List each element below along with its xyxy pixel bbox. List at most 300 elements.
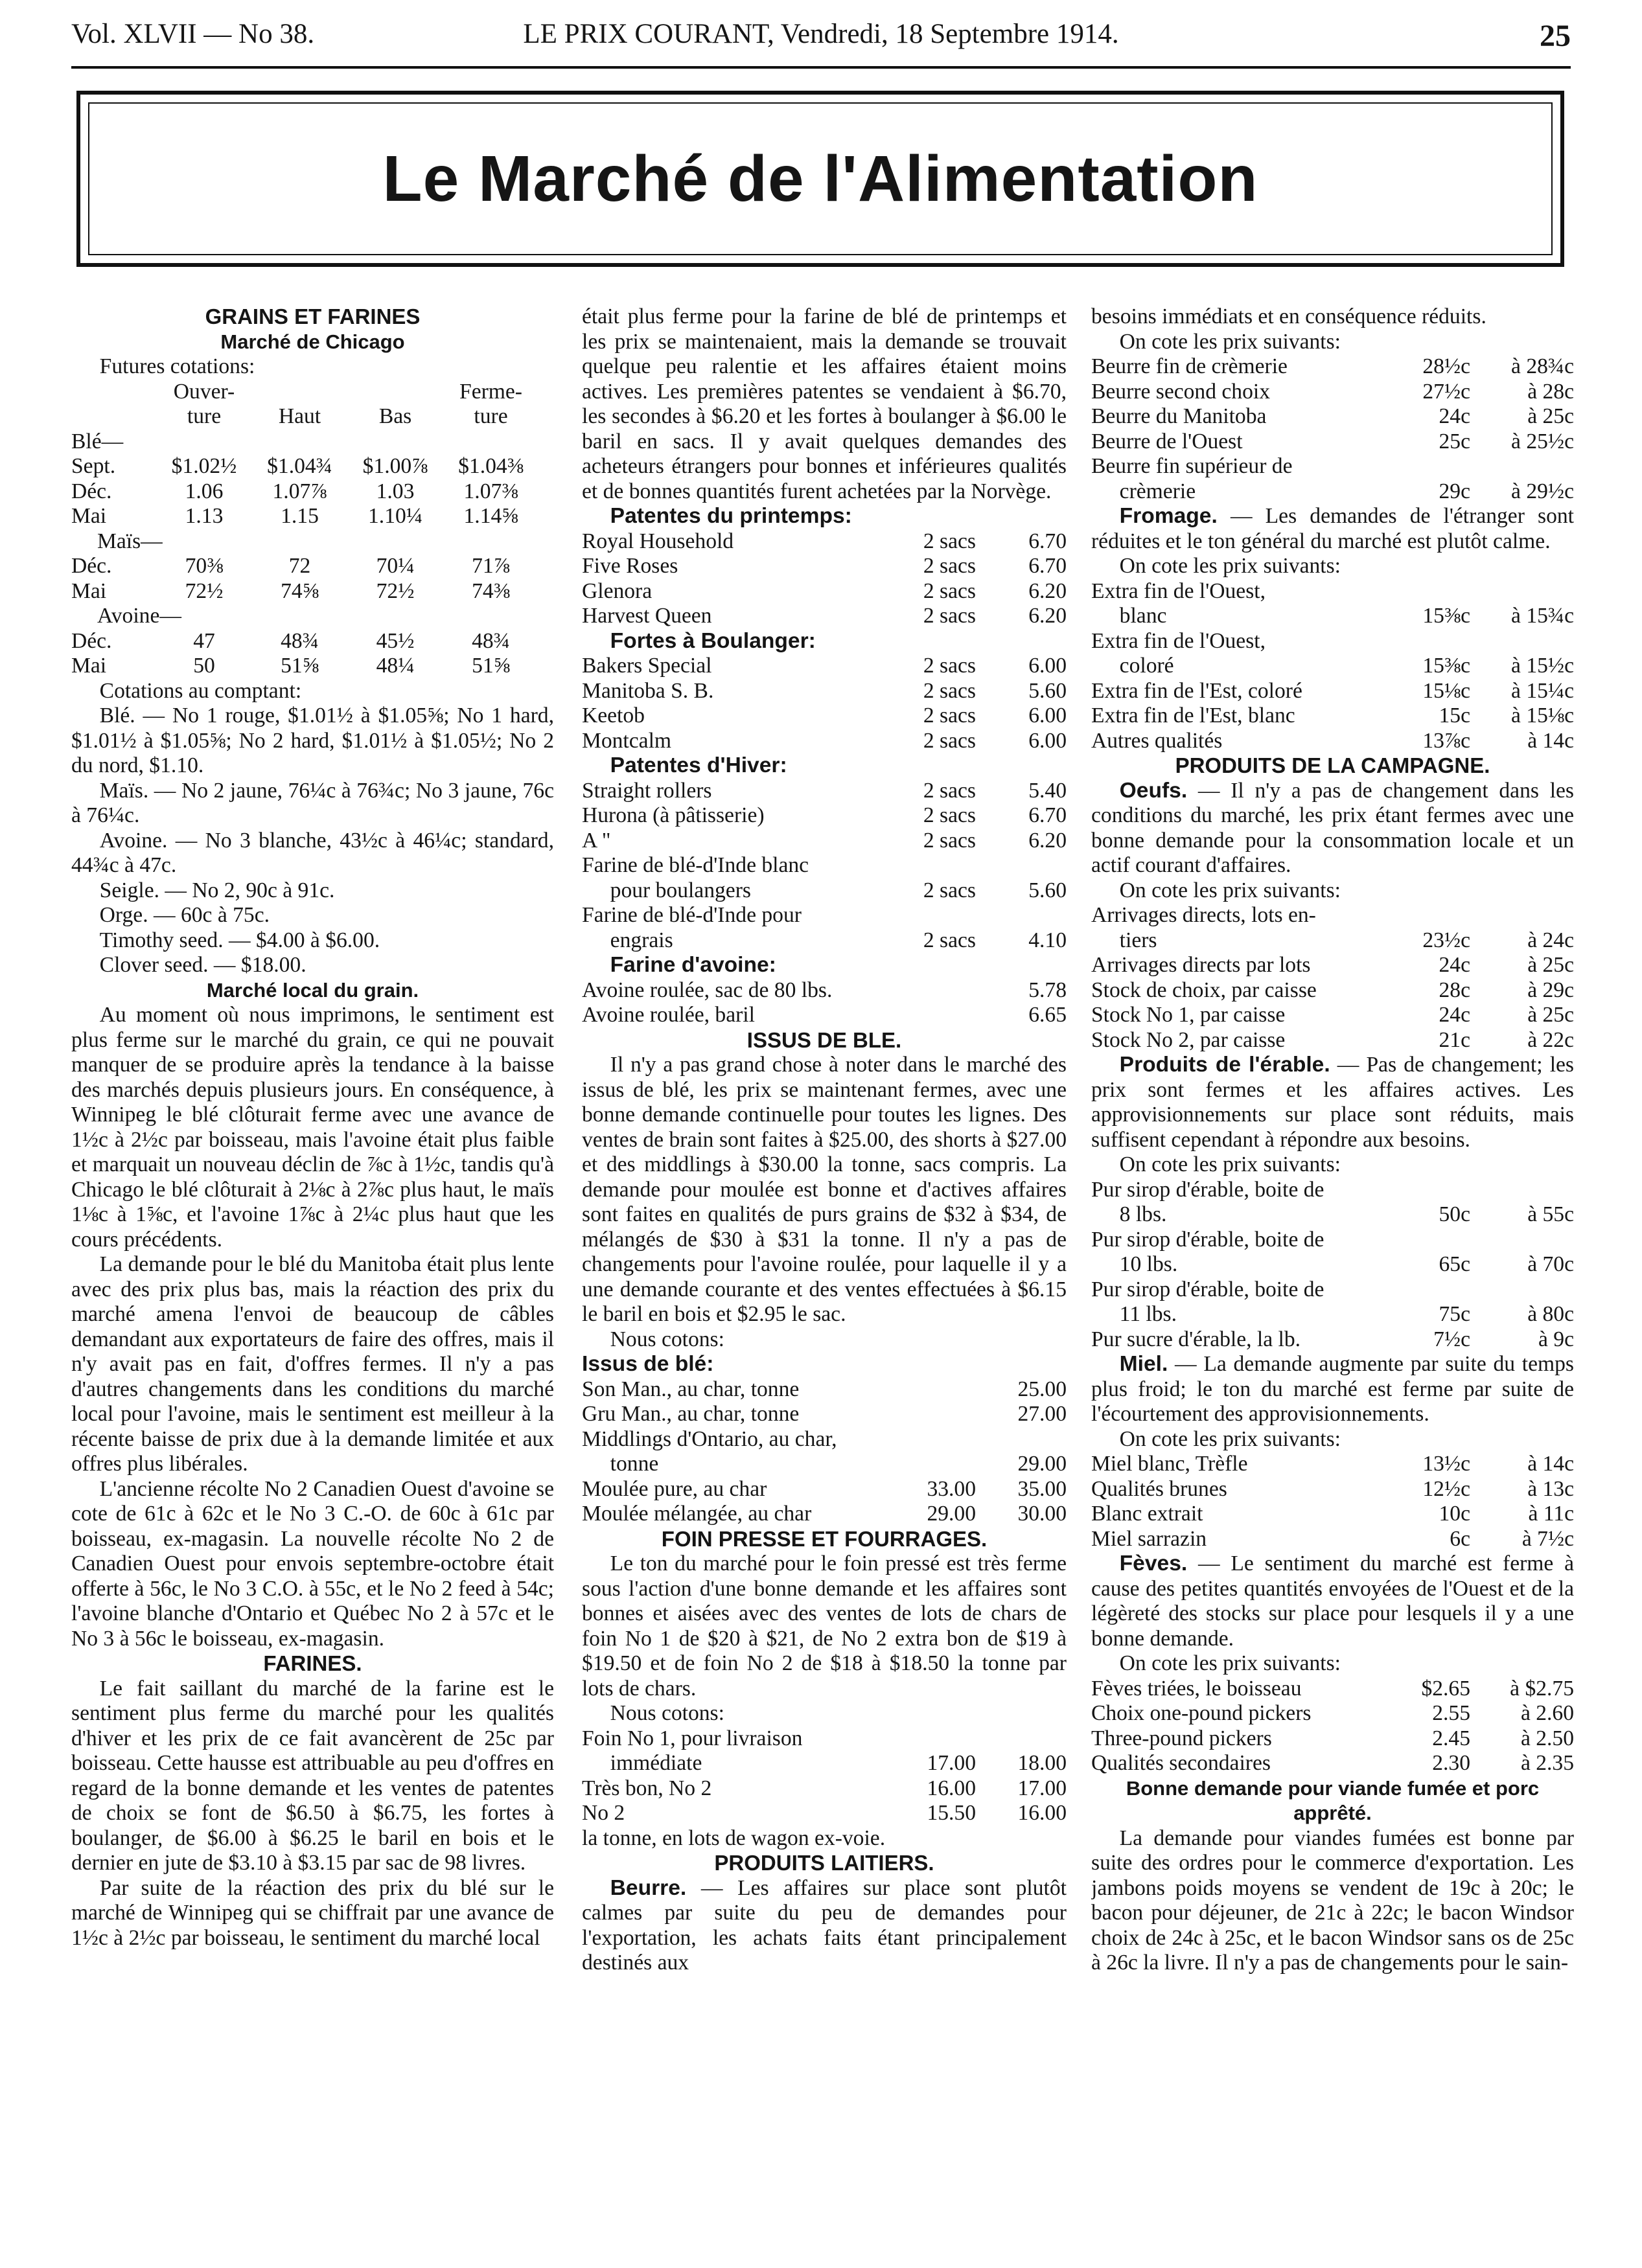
item-price-low: 2.30 <box>1432 1751 1470 1775</box>
paragraph <box>1091 1552 1574 1651</box>
journal-title-date: LE PRIX COURANT, Vendredi, 18 Septembre 1914. <box>523 19 1119 49</box>
item-unit: 2 sacs <box>923 778 976 803</box>
item-price-low: 2.55 <box>1432 1701 1470 1725</box>
item-price-high: à 13c <box>1527 1476 1574 1501</box>
cell: 1.03 <box>376 479 415 503</box>
item-price-low: 15⅜c <box>1422 654 1470 678</box>
price-row <box>1091 1726 1574 1752</box>
paragraph: Le fait saillant du marché de la farine est le sentiment plus ferme du marché pour les qualités d'hiver et les prix de ce fait avancèrent de 25c par boisseau. Cette hausse est attribuable au peu d'offres en regard de la bonne demande et les ventes de patentes de choix se font de $6.50 à $6.75, les fortes à boulanger, de $6.00 à $6.25 le baril en bois et le dernier en jute de $3.10 à $3.15 par sac de 98 livres. <box>71 1676 554 1875</box>
item-name: Pur sirop d'érable, boite de <box>1091 1177 1324 1202</box>
paragraph: besoins immédiats et en conséquence réduits. <box>1091 304 1486 328</box>
item-name: 11 lbs. <box>1119 1302 1177 1326</box>
item-price-low: 7½c <box>1433 1327 1470 1351</box>
comptant-mais: Maïs. — No 2 jaune, 76¼c à 76¾c; No 3 jaune, 76c à 76¼c. <box>71 778 554 827</box>
on-cote: On cote les prix suivants: <box>1119 878 1341 902</box>
cell: 1.13 <box>185 504 224 528</box>
item-price-low: 33.00 <box>927 1476 976 1501</box>
item-price-high: 16.00 <box>1017 1801 1067 1825</box>
item-name: 10 lbs. <box>1119 1252 1178 1276</box>
price-row <box>1091 1751 1574 1776</box>
item-price-high: à 29c <box>1527 978 1574 1002</box>
on-cote: On cote les prix suivants: <box>1119 329 1341 354</box>
item-unit: 2 sacs <box>923 529 976 553</box>
item-unit: 2 sacs <box>923 678 976 703</box>
on-cote: On cote les prix suivants: <box>1119 1152 1341 1176</box>
paragraph: était plus ferme pour la farine de blé de printemps et les prix se maintenaient, mais la demande se trouvait quelque peu ralentie et les affaires étaient moins actives. Les premières patentes se vendaient à $6.70, les secondes à $6.20 et les fortes à boulanger à $6.00 le baril en sacs. Il y avait quelques demandes des acheteurs étrangers pour bonnes et inférieures qualités et de bonnes quantités furent achetées par la Norvège. <box>582 304 1067 503</box>
on-cote: On cote les prix suivants: <box>1119 1426 1341 1451</box>
fromage-text: — Les demandes de l'étranger sont réduites et le ton général du marché est plutôt calme. <box>1091 504 1574 553</box>
price-row <box>1091 704 1574 729</box>
timothy-seed: Timothy seed. — $4.00 à $6.00. <box>99 928 380 952</box>
price-row <box>1091 1252 1574 1277</box>
price-row <box>582 878 1067 904</box>
price-row <box>582 779 1067 804</box>
price-row <box>1091 430 1574 455</box>
erable-text: — Pas de changement; les prix sont fermes et les affaires actives. Les approvisionnements sur place sont réduits, mais suffisent cependant à répondre aux besoins. <box>1091 1053 1574 1152</box>
paragraph: L'ancienne récolte No 2 Canadien Ouest d'avoine se cote de 61c à 62c et le No 3 C.-O. de 60c à 61c par boisseau, ex-magasin. La nouvelle récolte No 2 de Canadien Ouest pour envois septembre-octobre était offerte à 56c, le No 3 C.O. à 55c, et le No 2 feed à 54c; l'avoine blanche d'Ontario et Québec No 2 à 57c et le No 3 à 56c le boisseau, ex-magasin. <box>71 1476 554 1651</box>
item-price-low: 2.45 <box>1432 1726 1470 1750</box>
item-price-low: 6c <box>1450 1526 1470 1551</box>
item-price: 6.00 <box>1028 704 1067 727</box>
item-name: Stock No 1, par caisse <box>1091 1003 1286 1027</box>
item-name: Harvest Queen <box>582 604 712 628</box>
item-name: Foin No 1, pour livraison <box>582 1726 803 1750</box>
paragraph <box>1091 1352 1574 1427</box>
paragraph <box>1091 504 1574 554</box>
futures-row <box>71 554 554 579</box>
price-row <box>1091 404 1574 430</box>
cell: 74⅝ <box>281 578 319 603</box>
item-name: immédiate <box>610 1751 702 1775</box>
item-name: Beurre fin de crèmerie <box>1091 354 1288 378</box>
item-name: Son Man., au char, tonne <box>582 1377 800 1401</box>
on-cote: On cote les prix suivants: <box>1119 554 1341 578</box>
futures-head-2 <box>71 404 554 430</box>
price-row <box>1091 479 1574 505</box>
cell: 51⅝ <box>281 654 319 678</box>
cell: Déc. <box>71 628 112 653</box>
item-name: Moulée mélangée, au char <box>582 1502 812 1526</box>
item-name: Farine de blé-d'Inde pour <box>582 903 802 927</box>
paragraph: Par suite de la réaction des prix du blé sur le marché de Winnipeg qui se chiffrait par une avance de 1½c à 2½c par boisseau, le sentiment du marché local <box>71 1875 554 1950</box>
futures-head-cell <box>347 380 444 405</box>
paragraph: La demande pour le blé du Manitoba était plus lente avec des prix plus bas, mais la réaction des prix du marché amena l'envoi de beaucoup de câbles demandant aux exportateurs de faire des offres, mais il n'y avait pas en fait, d'offres fermes. Il n'y a pas d'autres changements dans les conditions du marché local pour l'avoine, mais le sentiment est meilleur à la récente baisse de prix due à la demande limitée et aux offres plus libérales. <box>71 1252 554 1476</box>
item-price-low: 25c <box>1439 429 1470 453</box>
price-row <box>1091 654 1574 679</box>
futures-head-cell: ture <box>187 404 222 428</box>
oeufs-text: — Il n'y a pas de changement dans les conditions du marché, les prix étant fermes avec une bonne demande pour la consommation locale et un actif courant d'affaires. <box>1091 778 1574 877</box>
item-unit: 2 sacs <box>923 828 976 853</box>
item-unit: 2 sacs <box>923 704 976 727</box>
paragraph: La demande pour viandes fumées est bonne par suite des ordres pour le commerce d'exportation. Les jambons poids moyens se vendent de 19c à 20c; le bacon pour déjeuner, de 21c à 22c; le bacon Windsor choix de 24c à 25c, et le bacon Windsor sans os de 25c à 26c la livre. Il n'y a pas de changements pour le sain- <box>1091 1826 1574 1975</box>
item-name: Straight rollers <box>582 778 712 803</box>
item-name: Pur sirop d'érable, boite de <box>1091 1277 1324 1301</box>
item-price-high: à $2.75 <box>1510 1676 1574 1701</box>
item-price-low: 16.00 <box>927 1776 976 1800</box>
item-price-high: à 25½c <box>1511 429 1574 453</box>
item-price: 5.60 <box>1028 678 1067 703</box>
paragraph: Il n'y a pas grand chose à noter dans le marché des issus de blé, les prix se maintenant fermes, avec une bonne demande continuelle pour toutes les lignes. Des ventes de brain sont faites à $25.00, des shorts à $27.00 et des middlings à $30.00 la tonne, sacs compris. La demande pour moulée est bonne et d'actives affaires sont faites en qualités de purs grains de $32 à $34, de mélangés de $30 à $31 la tonne. Il n'y a pas de changements pour l'avoine roulée, pour laquelle il y a une demande courante et des ventes effectuées à $6.15 le baril en bois et $2.95 le sac. <box>582 1053 1067 1326</box>
item-unit: 2 sacs <box>923 604 976 628</box>
futures-row <box>71 629 554 654</box>
price-row <box>582 704 1067 729</box>
futures-ble-label: Blé— <box>71 429 124 453</box>
item-unit: 2 sacs <box>923 928 976 952</box>
futures-head-cell <box>71 404 156 430</box>
paragraph <box>1091 1053 1574 1152</box>
feves-text: — Le sentiment du marché est ferme à cause des petites quantités envoyées de l'Ouest et de la légèreté des stocks sur place pour lesquels il y a une bonne demande. <box>1091 1552 1574 1651</box>
item-price-low: 10c <box>1439 1502 1470 1526</box>
comptant-ble: Blé. — No 1 rouge, $1.01½ à $1.05⅝; No 1 hard, $1.01½ à $1.05⅝; No 2 hard, $1.01½ à $1.05½; No 2 du nord, $1.10. <box>71 704 554 777</box>
price-row <box>582 604 1067 629</box>
fromage-label: Fromage. <box>1119 504 1218 528</box>
miel-text: — La demande augmente par suite du temps plus froid; le ton du marché est ferme par suite de l'écourtement des approvisionnements. <box>1091 1352 1574 1426</box>
item-name: Three-pound pickers <box>1091 1726 1272 1750</box>
item-name: Très bon, No 2 <box>582 1776 712 1800</box>
item-name: Glenora <box>582 578 653 603</box>
price-row <box>582 729 1067 754</box>
miel-label: Miel. <box>1119 1352 1168 1376</box>
page-number: 25 <box>1540 19 1571 53</box>
price-row <box>1091 1327 1574 1353</box>
cell: 45½ <box>376 628 415 653</box>
item-name: blanc <box>1119 604 1167 628</box>
volume-number: Vol. XLVII — No 38. <box>71 19 315 49</box>
price-row <box>1091 679 1574 704</box>
item-price-high: à 11c <box>1528 1502 1574 1526</box>
item-price-high: à 15⅛c <box>1511 704 1574 727</box>
item-price-high: 17.00 <box>1017 1776 1067 1800</box>
item-price-high: à 2.50 <box>1520 1726 1574 1750</box>
item-name: Extra fin de l'Ouest, <box>1091 628 1266 653</box>
header-rule <box>71 66 1571 69</box>
price-row <box>1091 1302 1574 1327</box>
price-row <box>1091 953 1574 978</box>
item-price: 5.60 <box>1028 878 1067 902</box>
cell: 72 <box>288 554 311 578</box>
cell: 1.07⅞ <box>272 479 327 503</box>
cell: 1.14⅝ <box>463 504 518 528</box>
heading-farine-avoine: Farine d'avoine: <box>610 953 776 977</box>
price-row <box>1091 729 1574 754</box>
futures-head-cell: ture <box>474 404 508 428</box>
futures-row <box>71 504 554 529</box>
item-price-low: 24c <box>1439 953 1470 977</box>
item-price-high: à 70c <box>1527 1252 1574 1276</box>
item-name: Gru Man., au char, tonne <box>582 1402 800 1426</box>
price-row <box>582 1377 1067 1403</box>
item-name: Fèves triées, le boisseau <box>1091 1676 1302 1701</box>
heading-farines: FARINES. <box>263 1651 362 1675</box>
item-price-high: à 28c <box>1527 379 1574 404</box>
heading-chicago: Marché de Chicago <box>220 330 405 353</box>
futures-avoine-label: Avoine— <box>97 604 181 628</box>
price-row <box>582 1452 1067 1477</box>
item-price-high: 27.00 <box>1017 1402 1067 1426</box>
cell: 1.07⅜ <box>463 479 518 503</box>
cell: 74⅜ <box>472 578 510 603</box>
price-row <box>582 803 1067 829</box>
futures-row <box>71 654 554 679</box>
futures-head-cell <box>253 380 347 405</box>
futures-head-1 <box>71 380 554 405</box>
item-name: engrais <box>610 928 673 952</box>
cell: $1.04¾ <box>267 454 332 478</box>
item-name: coloré <box>1119 654 1174 678</box>
seigle: Seigle. — No 2, 90c à 91c. <box>99 878 335 902</box>
cell: Déc. <box>71 554 112 578</box>
cell: 50 <box>193 654 215 678</box>
comptant-avoine: Avoine. — No 3 blanche, 43½c à 46¼c; standard, 44¾c à 47c. <box>71 828 554 877</box>
heading-issus: ISSUS DE BLE. <box>746 1027 902 1052</box>
item-name: Beurre fin supérieur de <box>1091 454 1293 478</box>
cell: Sept. <box>71 454 116 478</box>
item-price: 6.20 <box>1028 578 1067 603</box>
item-name: Avoine roulée, baril <box>582 1003 755 1027</box>
cell: 71⅞ <box>472 554 510 578</box>
item-unit: 2 sacs <box>923 878 976 902</box>
price-row <box>582 529 1067 555</box>
price-row <box>582 1502 1067 1527</box>
item-price-low: 13½c <box>1422 1452 1470 1476</box>
item-name: Miel sarrazin <box>1091 1526 1207 1551</box>
item-name: pour boulangers <box>610 878 751 902</box>
heading-campagne: PRODUITS DE LA CAMPAGNE. <box>1175 753 1490 777</box>
heading-fortes: Fortes à Boulanger: <box>610 628 816 653</box>
page-title: Le Marché de l'Alimentation <box>382 142 1258 215</box>
item-price-high: à 14c <box>1527 1452 1574 1476</box>
heading-viande: Bonne demande pour viande fumée et porc apprêté. <box>1126 1776 1540 1824</box>
item-unit: 2 sacs <box>923 654 976 678</box>
item-price: 6.00 <box>1028 728 1067 753</box>
item-name: Pur sirop d'érable, boite de <box>1091 1227 1324 1252</box>
item-unit: 2 sacs <box>923 578 976 603</box>
item-price-low: 75c <box>1439 1302 1470 1326</box>
price-row <box>1091 1677 1574 1702</box>
cell: 70¼ <box>376 554 415 578</box>
item-price: 4.10 <box>1028 928 1067 952</box>
price-row <box>582 1402 1067 1427</box>
futures-head-cell: Ouver- <box>173 379 235 404</box>
price-row <box>1091 1202 1574 1228</box>
price-row <box>582 928 1067 954</box>
item-price-low: 65c <box>1439 1252 1470 1276</box>
cell: 48¾ <box>472 628 510 653</box>
title-banner-inner <box>88 102 1553 255</box>
item-name: Beurre du Manitoba <box>1091 404 1267 428</box>
paragraph: Le ton du marché pour le foin pressé est très ferme sous l'action d'une bonne demande et les affaires sont bonnes et aisées avec des ventes de lots de chars de foin No 1 de $20 à $21, de No 2 extra bon de $19 à $19.50 et de foin No 2 de $18 à $18.50 la tonne par lots de chars. <box>582 1552 1067 1701</box>
futures-head-cell: Ferme- <box>459 379 522 404</box>
price-row <box>582 1751 1067 1776</box>
orge: Orge. — 60c à 75c. <box>99 903 270 927</box>
price-row <box>582 1003 1067 1028</box>
item-name: Beurre de l'Ouest <box>1091 429 1243 453</box>
item-name: Extra fin de l'Est, blanc <box>1091 704 1295 727</box>
item-name: Keetob <box>582 704 645 727</box>
item-price: 6.65 <box>1028 1003 1067 1027</box>
item-name: Beurre second choix <box>1091 379 1270 404</box>
column-3 <box>1091 304 1574 2241</box>
price-row <box>582 1801 1067 1826</box>
item-price-low: 15c <box>1439 704 1470 727</box>
cell: 51⅝ <box>472 654 510 678</box>
item-price-low: 13⅞c <box>1422 728 1470 753</box>
item-name: Montcalm <box>582 728 672 753</box>
cell: 48¼ <box>376 654 415 678</box>
item-price-high: à 25c <box>1527 953 1574 977</box>
futures-mais-label: Maïs— <box>97 529 163 553</box>
price-row <box>1091 1527 1574 1552</box>
item-name: No 2 <box>582 1801 625 1825</box>
cell: 70⅜ <box>185 554 224 578</box>
item-price-high: 35.00 <box>1017 1476 1067 1501</box>
futures-head-cell: Bas <box>378 404 412 428</box>
item-price: 5.40 <box>1028 778 1067 803</box>
item-price-high: à 7½c <box>1521 1526 1574 1551</box>
item-price-high: 29.00 <box>1017 1452 1067 1476</box>
item-price-low: 29c <box>1439 479 1470 503</box>
item-price-high: à 15½c <box>1511 654 1574 678</box>
item-price-high: à 2.35 <box>1520 1751 1574 1775</box>
paragraph <box>582 1876 1067 1976</box>
futures-head-cell: Haut <box>278 404 321 428</box>
heading-grains: GRAINS ET FARINES <box>205 304 421 328</box>
item-price-high: à 80c <box>1527 1302 1574 1326</box>
item-name: Manitoba S. B. <box>582 678 714 703</box>
futures-head-cell <box>71 380 156 405</box>
erable-label: Produits de l'érable. <box>1119 1053 1330 1077</box>
item-name: Farine de blé-d'Inde blanc <box>582 853 809 877</box>
item-price-high: à 25c <box>1527 1003 1574 1027</box>
oeufs-label: Oeufs. <box>1119 778 1188 803</box>
item-unit: 2 sacs <box>923 728 976 753</box>
comptant-label: Cotations au comptant: <box>99 678 302 703</box>
cell: $1.02½ <box>171 454 237 478</box>
item-name: Arrivages directs par lots <box>1091 953 1311 977</box>
column-2 <box>582 304 1067 2241</box>
item-price-low: 23½c <box>1422 928 1470 952</box>
price-row <box>1091 978 1574 1003</box>
item-name: Qualités brunes <box>1091 1476 1227 1501</box>
item-name: Extra fin de l'Est, coloré <box>1091 678 1302 703</box>
heading-laitiers: PRODUITS LAITIERS. <box>714 1851 934 1875</box>
price-row <box>1091 928 1574 954</box>
price-row <box>1091 604 1574 629</box>
item-unit: 2 sacs <box>923 803 976 827</box>
item-price: 6.70 <box>1028 529 1067 553</box>
column-1 <box>71 304 554 2241</box>
price-row <box>582 679 1067 704</box>
item-name: Pur sucre d'érable, la lb. <box>1091 1327 1301 1351</box>
cell: 47 <box>193 628 215 653</box>
item-name: tiers <box>1119 928 1157 952</box>
item-price-high: à 2.60 <box>1520 1701 1574 1725</box>
cell: $1.00⅞ <box>362 454 428 478</box>
cell: 1.10¼ <box>368 504 422 528</box>
price-row <box>1091 1502 1574 1527</box>
heading-printemps: Patentes du printemps: <box>610 504 852 528</box>
nous-cotons: Nous cotons: <box>610 1701 724 1725</box>
item-name: Arrivages directs, lots en- <box>1091 903 1316 927</box>
item-price-high: à 25c <box>1527 404 1574 428</box>
item-price-high: à 55c <box>1527 1202 1574 1226</box>
item-price: 5.78 <box>1028 978 1067 1002</box>
item-price-low: 21c <box>1439 1027 1470 1052</box>
item-name: crèmerie <box>1119 479 1196 503</box>
heading-issus-ble: Issus de blé: <box>582 1352 714 1376</box>
item-price-low: 28c <box>1439 978 1470 1002</box>
item-price-high: 18.00 <box>1017 1751 1067 1775</box>
item-price-high: à 14c <box>1527 728 1574 753</box>
item-name: Five Roses <box>582 554 678 578</box>
price-row <box>1091 1477 1574 1502</box>
cell: 72½ <box>185 578 224 603</box>
item-price-high: à 15¾c <box>1511 604 1574 628</box>
paragraph <box>1091 779 1574 878</box>
futures-label: Futures cotations: <box>99 354 255 378</box>
item-price: 6.20 <box>1028 604 1067 628</box>
item-name: Moulée pure, au char <box>582 1476 767 1501</box>
item-price-high: à 22c <box>1527 1027 1574 1052</box>
price-row <box>582 1776 1067 1802</box>
item-price: 6.20 <box>1028 828 1067 853</box>
item-name: Extra fin de l'Ouest, <box>1091 578 1266 603</box>
page-header <box>71 18 1571 57</box>
item-name: Miel blanc, Trèfle <box>1091 1452 1248 1476</box>
item-price-low: 24c <box>1439 404 1470 428</box>
item-price-low: $2.65 <box>1421 1676 1470 1701</box>
price-row <box>1091 354 1574 380</box>
item-price-low: 15⅜c <box>1422 604 1470 628</box>
item-name: Autres qualités <box>1091 728 1223 753</box>
price-row <box>582 978 1067 1003</box>
futures-row <box>71 454 554 479</box>
item-unit: 2 sacs <box>923 554 976 578</box>
item-price: 6.70 <box>1028 803 1067 827</box>
item-price-high: à 15¼c <box>1511 678 1574 703</box>
item-name: Blanc extrait <box>1091 1502 1203 1526</box>
nous-cotons: Nous cotons: <box>610 1327 724 1351</box>
heading-marche-local: Marché local du grain. <box>206 978 419 1002</box>
item-name: A " <box>582 828 611 853</box>
item-price: 6.70 <box>1028 554 1067 578</box>
item-price-high: 25.00 <box>1017 1377 1067 1401</box>
item-name: Hurona (à pâtisserie) <box>582 803 765 827</box>
item-price-low: 50c <box>1439 1202 1470 1226</box>
heading-hiver: Patentes d'Hiver: <box>610 753 787 777</box>
title-banner <box>76 91 1564 267</box>
price-row <box>582 579 1067 604</box>
feves-label: Fèves. <box>1119 1552 1188 1575</box>
cell: 1.06 <box>185 479 224 503</box>
price-row <box>1091 1701 1574 1726</box>
item-name: Choix one-pound pickers <box>1091 1701 1312 1725</box>
item-name: Middlings d'Ontario, au char, <box>582 1426 837 1451</box>
item-price-high: 30.00 <box>1017 1502 1067 1526</box>
item-price-low: 15.50 <box>927 1801 976 1825</box>
item-price-low: 12½c <box>1422 1476 1470 1501</box>
price-row <box>1091 1003 1574 1028</box>
item-name: Avoine roulée, sac de 80 lbs. <box>582 978 833 1002</box>
cell: 48¾ <box>281 628 319 653</box>
on-cote: On cote les prix suivants: <box>1119 1651 1341 1675</box>
beurre-label: Beurre. <box>610 1875 687 1900</box>
futures-row <box>71 579 554 604</box>
item-price-high: à 29½c <box>1511 479 1574 503</box>
price-row <box>582 554 1067 579</box>
cell: Mai <box>71 654 107 678</box>
price-row <box>1091 1452 1574 1477</box>
